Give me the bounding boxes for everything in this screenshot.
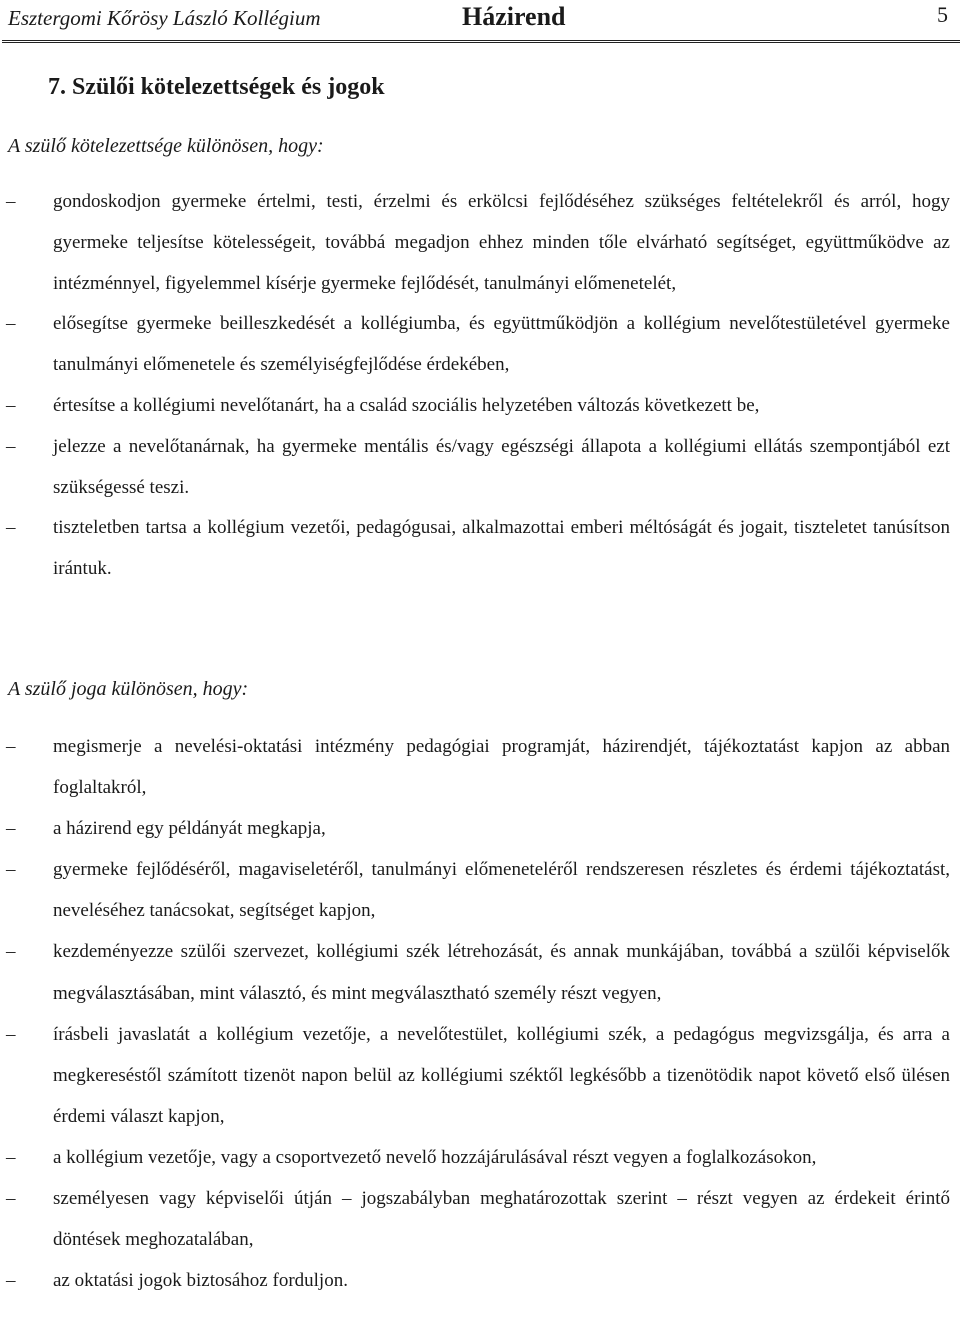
header-document-title: Házirend bbox=[462, 2, 566, 31]
section-heading: 7. Szülői kötelezettségek és jogok bbox=[48, 74, 385, 100]
list-dash-marker: – bbox=[6, 736, 16, 757]
list-item-text: értesítse a kollégiumi nevelőtanárt, ha a család szociális helyzetében változás következett be, bbox=[53, 394, 760, 416]
list-item bbox=[0, 1014, 960, 1137]
list-item-text: az oktatási jogok biztosához forduljon. bbox=[53, 1270, 348, 1292]
list-item bbox=[0, 726, 960, 808]
header-institution-name: Esztergomi Kőrösy László Kollégium bbox=[8, 6, 321, 30]
list-dash-marker: – bbox=[6, 1146, 16, 1168]
list-dash-marker: – bbox=[6, 1023, 16, 1045]
list-dash-marker: – bbox=[6, 941, 16, 963]
list-dash-marker: – bbox=[6, 1270, 16, 1292]
list-item-text: elősegítse gyermeke beilleszkedését a kollégiumba, és együttműködjön a kollégium nevelőtestületével gyermeke tanulmányi előmenetele és személyiségfejlődése érdekében, bbox=[53, 313, 950, 376]
list-item bbox=[0, 1137, 960, 1178]
list-item-text: a kollégium vezetője, vagy a csoportvezető nevelő hozzájárulásával részt vegyen a foglalkozásokon, bbox=[53, 1146, 817, 1168]
list-dash-marker: – bbox=[6, 859, 16, 881]
list-item bbox=[0, 386, 960, 427]
list-item-text: tiszteletben tartsa a kollégium vezetői, pedagógusai, alkalmazottai emberi méltóságát és jogait, tiszteletet tanúsítson irántuk. bbox=[53, 517, 950, 580]
list-item bbox=[0, 508, 960, 590]
list-item-text: megismerje a nevelési-oktatási intézmény pedagógiai programját, házirendjét, tájékoztatást kapjon az abban foglaltakról, bbox=[53, 736, 950, 799]
list-item-text: írásbeli javaslatát a kollégium vezetője, a nevelőtestület, kollégiumi szék, a pedagógus megvizsgálja, és arra a megkereséstől számított tizenöt napon belül az kollégiumi széktől legkésőbb a tizenötödik napot követő első ülésen érdemi választ kapjon, bbox=[53, 1023, 950, 1127]
list-item bbox=[0, 1260, 960, 1301]
list-item bbox=[0, 808, 960, 849]
rights-heading: A szülő joga különösen, hogy: bbox=[8, 678, 249, 700]
rights-list bbox=[0, 726, 960, 1301]
list-dash-marker: – bbox=[6, 313, 16, 335]
list-dash-marker: – bbox=[6, 818, 16, 840]
list-item-text: személyesen vagy képviselői útján – jogszabályban meghatározottak szerint – részt vegyen az érdekeit érintő döntések meghozatalában, bbox=[53, 1188, 950, 1251]
list-dash-marker: – bbox=[6, 517, 16, 539]
list-item-text: jelezze a nevelőtanárnak, ha gyermeke mentális és/vagy egészségi állapota a kollégiumi ellátás szempontjából ezt szükségessé teszi. bbox=[53, 435, 950, 498]
list-dash-marker: – bbox=[6, 435, 16, 457]
list-item bbox=[0, 182, 960, 304]
list-dash-marker: – bbox=[6, 191, 16, 212]
list-item bbox=[0, 1178, 960, 1260]
page-header bbox=[0, 0, 960, 44]
obligations-heading: A szülő kötelezettsége különösen, hogy: bbox=[8, 135, 324, 157]
list-dash-marker: – bbox=[6, 394, 16, 416]
list-dash-marker: – bbox=[6, 1188, 16, 1210]
header-page-number: 5 bbox=[937, 2, 948, 27]
obligations-list bbox=[0, 182, 960, 590]
list-item bbox=[0, 931, 960, 1013]
list-item-text: gondoskodjon gyermeke értelmi, testi, érzelmi és erkölcsi fejlődéséhez szükséges feltételekről és arról, hogy gyermeke teljesítse kötelességeit, továbbá megadjon ehhez minden tőle elvárható segítséget, együttműködve az intézménnyel, figyelemmel kísérje gyermeke fejlődését, tanulmányi előmenetelét, bbox=[53, 191, 950, 294]
list-item-text: a házirend egy példányát megkapja, bbox=[53, 818, 326, 840]
list-item bbox=[0, 427, 960, 509]
header-divider bbox=[2, 40, 960, 43]
list-item bbox=[0, 304, 960, 386]
list-item-text: gyermeke fejlődéséről, magaviseletéről, tanulmányi előmeneteléről rendszeresen részletes és érdemi tájékoztatást, neveléséhez tanácsokat, segítséget kapjon, bbox=[53, 859, 950, 922]
list-item bbox=[0, 849, 960, 931]
list-item-text: kezdeményezze szülői szervezet, kollégiumi szék létrehozását, és annak munkájában, továbbá a szülői képviselők megválasztásában, mint választó, és mint megválasztható személy részt vegyen, bbox=[53, 941, 950, 1004]
